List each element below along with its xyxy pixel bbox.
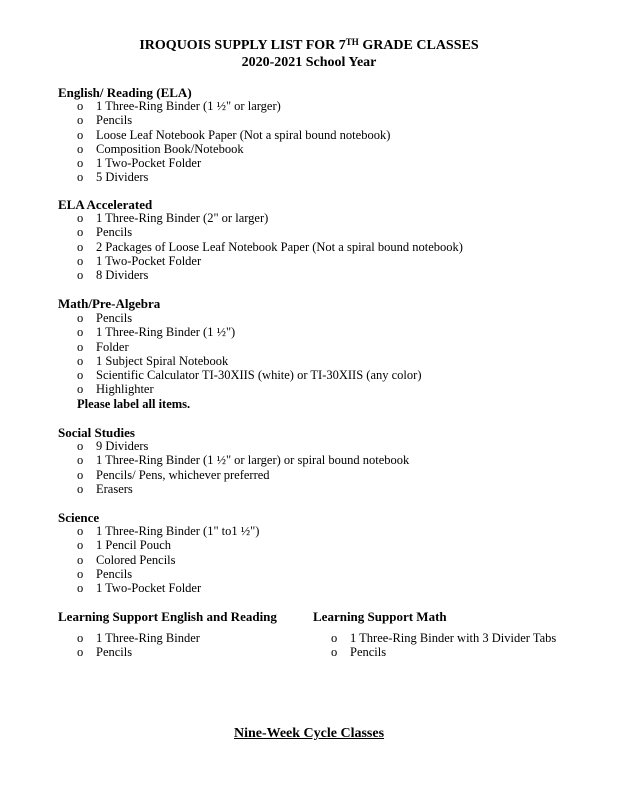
section-list-ls-math bbox=[331, 631, 556, 660]
list-item: o 1 Three-Ring Binder (1" to1 ½") bbox=[77, 524, 259, 538]
section-heading-math: Math/Pre-Algebra bbox=[58, 296, 161, 311]
list-item: o 1 Pencil Pouch bbox=[77, 538, 259, 552]
list-item: o 1 Three-Ring Binder with 3 Divider Tabs bbox=[331, 631, 556, 645]
list-item: o Composition Book/Notebook bbox=[77, 142, 390, 156]
section-list-ela bbox=[77, 99, 390, 185]
section-heading-ls-english: Learning Support English and Reading bbox=[58, 609, 277, 624]
section-heading-ls-math: Learning Support Math bbox=[313, 609, 447, 624]
list-item: o Folder bbox=[77, 340, 421, 354]
section-heading-science: Science bbox=[58, 510, 100, 525]
section-list-math bbox=[77, 311, 421, 397]
list-item: o 8 Dividers bbox=[77, 268, 463, 282]
document-title: IROQUOIS SUPPLY LIST FOR 7TH GRADE CLASSES bbox=[139, 37, 479, 53]
list-item: o Loose Leaf Notebook Paper (Not a spiral bound notebook) bbox=[77, 128, 390, 142]
list-item: o 5 Dividers bbox=[77, 170, 390, 184]
list-item: o 1 Three-Ring Binder (2" or larger) bbox=[77, 211, 463, 225]
list-item: o 1 Two-Pocket Folder bbox=[77, 254, 463, 268]
list-item: o Pencils bbox=[77, 225, 463, 239]
list-item: o 1 Two-Pocket Folder bbox=[77, 581, 259, 595]
list-item: o Pencils bbox=[77, 113, 390, 127]
list-item: o 1 Three-Ring Binder (1 ½" or larger) bbox=[77, 99, 390, 113]
list-item: o 1 Three-Ring Binder bbox=[77, 631, 200, 645]
list-item: o Pencils/ Pens, whichever preferred bbox=[77, 468, 409, 482]
label-items-note: Please label all items. bbox=[77, 397, 191, 411]
list-item: o 1 Subject Spiral Notebook bbox=[77, 354, 421, 368]
list-item: o Pencils bbox=[77, 567, 259, 581]
document-subtitle: 2020-2021 School Year bbox=[241, 55, 377, 70]
section-list-social-studies bbox=[77, 439, 409, 496]
cycle-classes-heading: Nine-Week Cycle Classes bbox=[233, 726, 385, 741]
list-item: o 9 Dividers bbox=[77, 439, 409, 453]
list-item: o 1 Two-Pocket Folder bbox=[77, 156, 390, 170]
section-heading-ela-accelerated: ELA Accelerated bbox=[58, 197, 153, 212]
list-item: o Erasers bbox=[77, 482, 409, 496]
list-item: o Pencils bbox=[77, 645, 200, 659]
section-list-ela-accelerated bbox=[77, 211, 463, 282]
section-list-ls-english bbox=[77, 631, 200, 660]
section-list-science bbox=[77, 524, 259, 595]
list-item: o Pencils bbox=[331, 645, 556, 659]
list-item: o 2 Packages of Loose Leaf Notebook Paper (Not a spiral bound notebook) bbox=[77, 240, 463, 254]
list-item: o Highlighter bbox=[77, 382, 421, 396]
list-item: o 1 Three-Ring Binder (1 ½") bbox=[77, 325, 421, 339]
list-item: o Colored Pencils bbox=[77, 553, 259, 567]
section-heading-social-studies: Social Studies bbox=[58, 425, 135, 440]
list-item: o Pencils bbox=[77, 311, 421, 325]
section-heading-ela: English/ Reading (ELA) bbox=[58, 85, 192, 100]
list-item: o 1 Three-Ring Binder (1 ½" or larger) or spiral bound notebook bbox=[77, 453, 409, 467]
list-item: o Scientific Calculator TI-30XIIS (white) or TI-30XIIS (any color) bbox=[77, 368, 421, 382]
